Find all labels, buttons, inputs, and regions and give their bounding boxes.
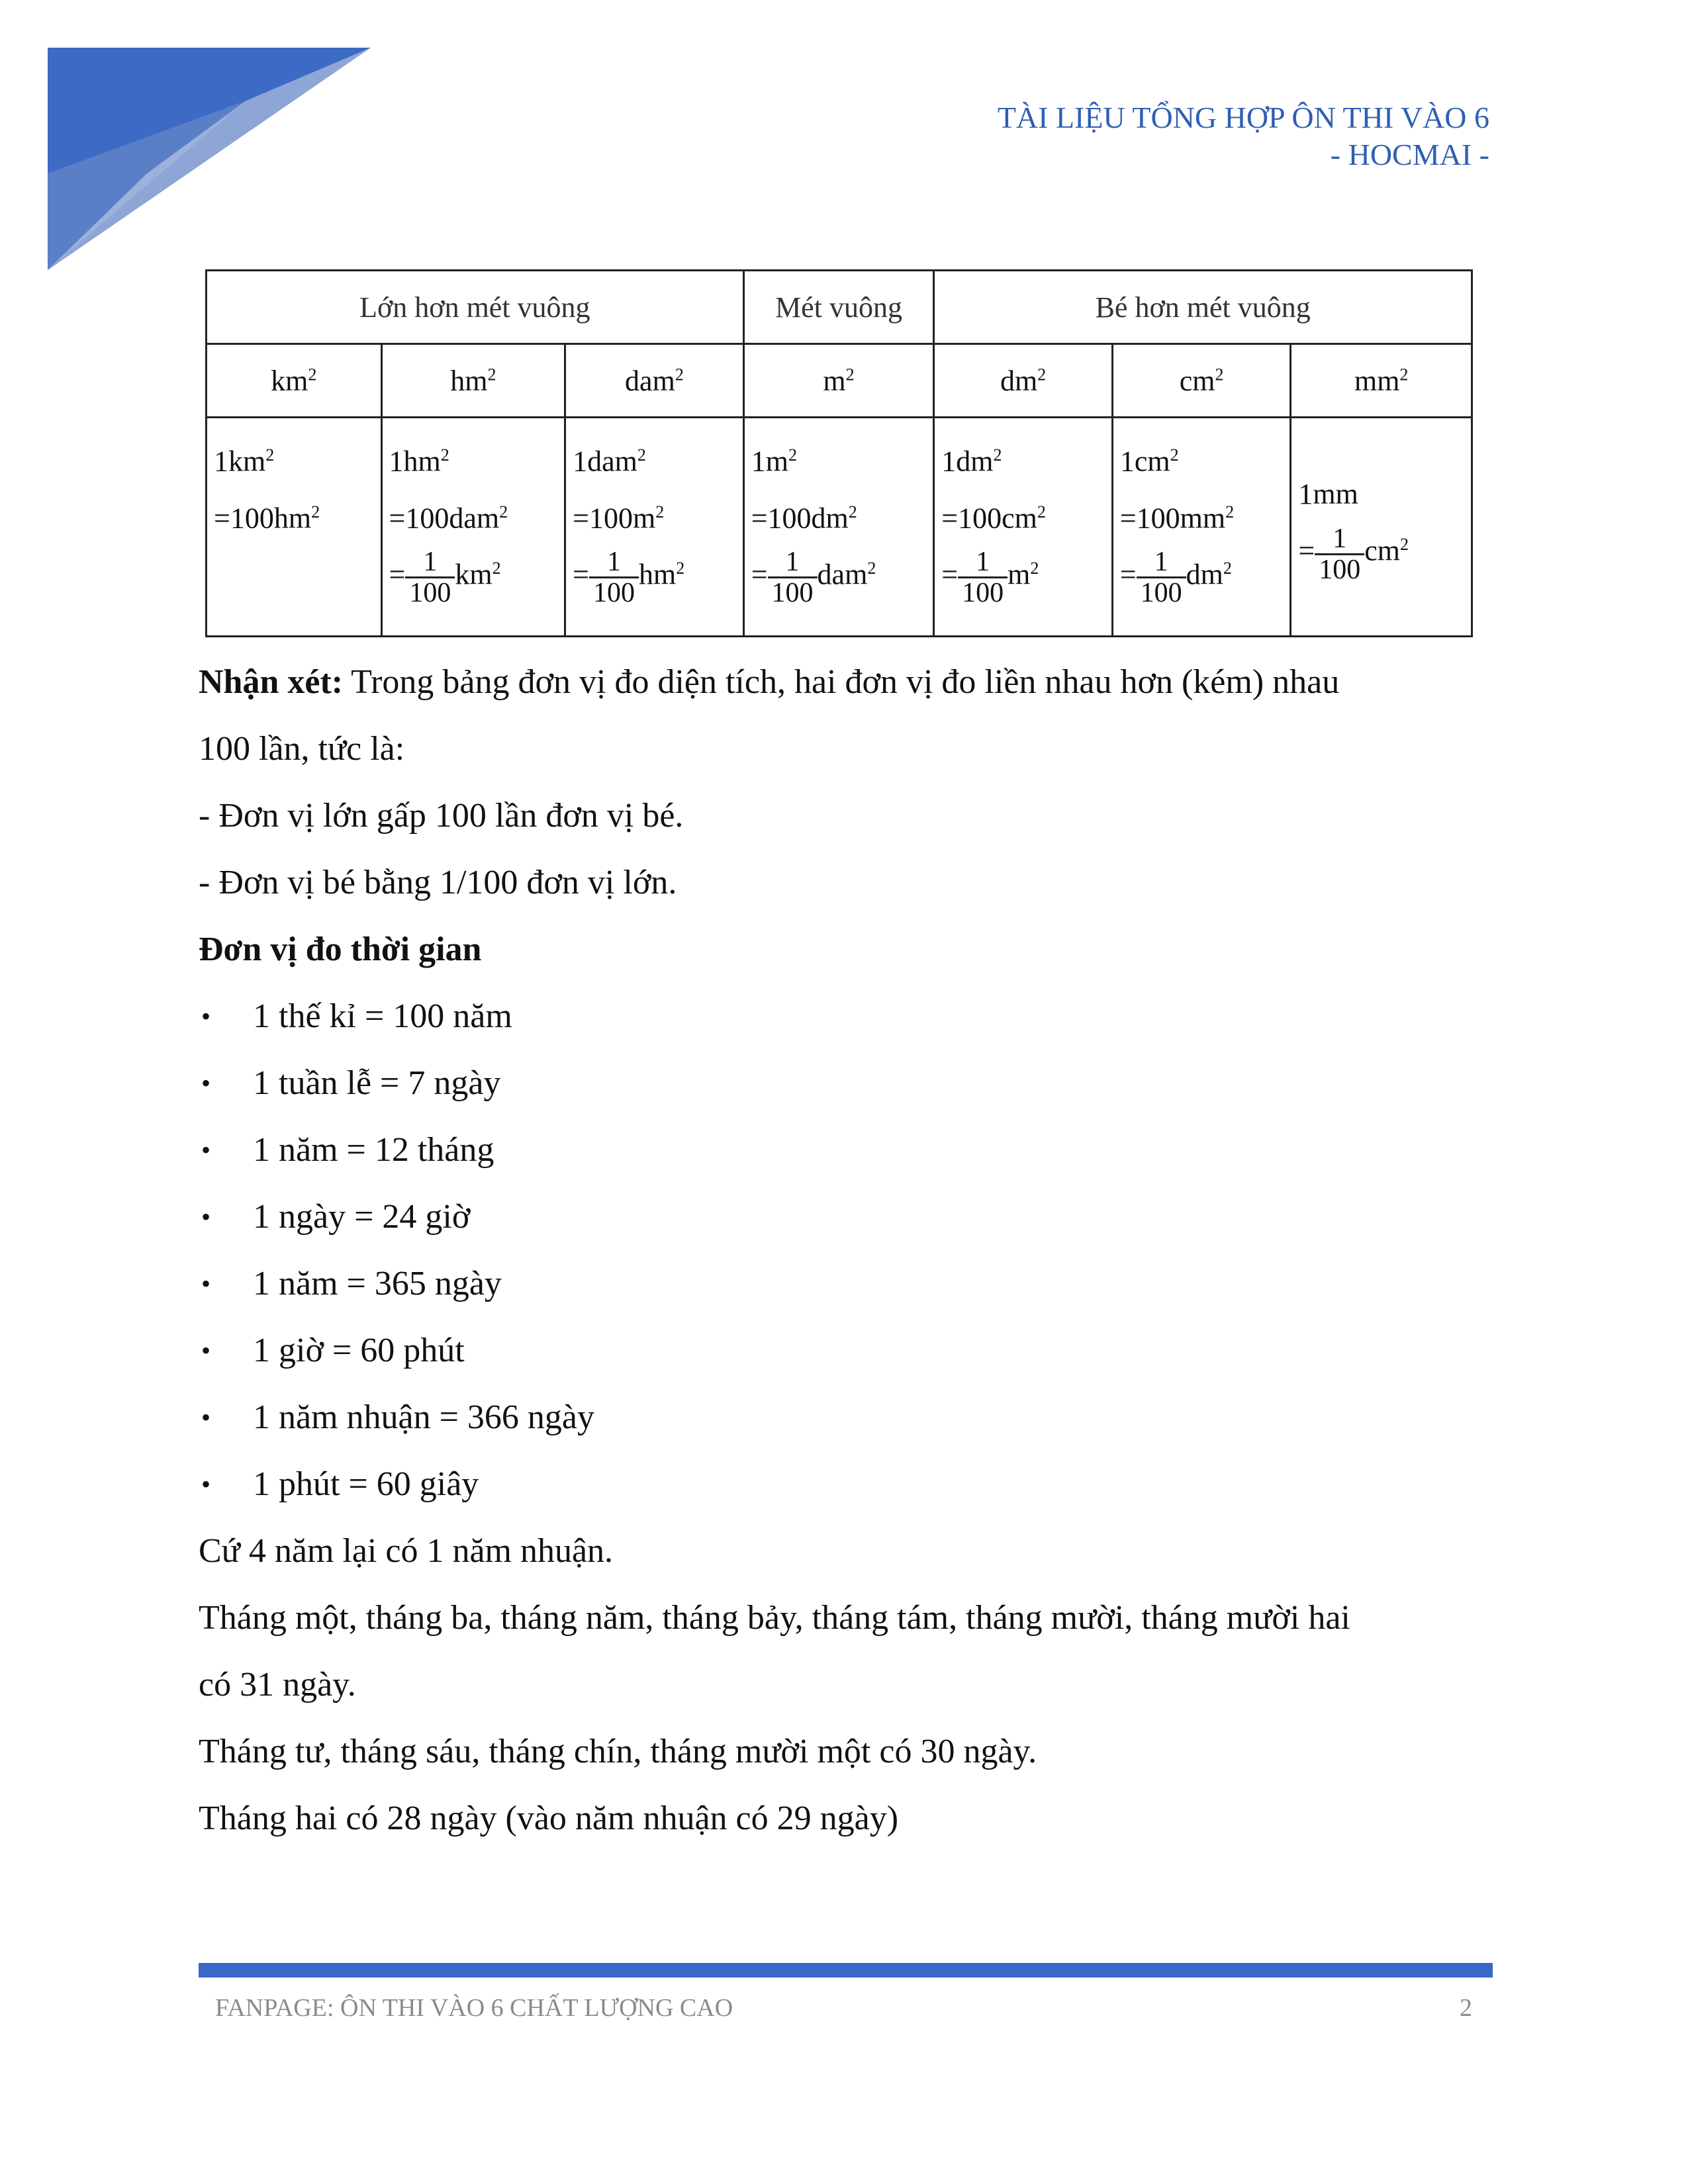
- list-item: • 1 tuần lễ = 7 ngày: [199, 1050, 1496, 1116]
- list-item: • 1 phút = 60 giây: [199, 1451, 1496, 1518]
- list-item: • 1 thế kỉ = 100 năm: [199, 983, 1496, 1050]
- conversion-cell: $1km^2$ $=100hm^2$: [207, 418, 382, 637]
- header-subtitle: - HOCMAI -: [1330, 138, 1489, 171]
- document-header: [998, 99, 1489, 173]
- unit-header: $dm^2$: [934, 344, 1113, 418]
- list-item: • 1 giờ = 60 phút: [199, 1317, 1496, 1384]
- conversion-cell: 1mm = $\frac{1}{100}$ $cm^2$: [1291, 418, 1472, 637]
- unit-header: $mm^2$: [1291, 344, 1472, 418]
- months-30-note: Tháng tư, tháng sáu, tháng chín, tháng mười một có 30 ngày.: [199, 1733, 1037, 1770]
- fraction: $\frac{1}{100}$: [589, 547, 639, 608]
- corner-decoration: [48, 48, 371, 270]
- bullet-icon: •: [201, 1068, 211, 1098]
- fraction: $\frac{1}{100}$: [768, 547, 818, 608]
- area-units-table: [205, 269, 1473, 637]
- list-item: • 1 ngày = 24 giờ: [199, 1183, 1496, 1250]
- february-note: Tháng hai có 28 ngày (vào năm nhuận có 29 ngày): [199, 1799, 899, 1837]
- unit-header: $hm^2$: [381, 344, 565, 418]
- footer-fanpage: FANPAGE: ÔN THI VÀO 6 CHẤT LƯỢNG CAO: [215, 1994, 733, 2022]
- fraction: $\frac{1}{100}$: [405, 547, 455, 608]
- remark-continued: 100 lần, tức là:: [199, 730, 405, 768]
- conversion-cell: $1cm^2$ $=100mm^2$ = $\frac{1}{100}$ $dm^2$: [1112, 418, 1291, 637]
- months-31-note-cont: có 31 ngày.: [199, 1666, 356, 1704]
- unit-header: $m^2$: [743, 344, 934, 418]
- conversion-cell: 1dam$^2$ $=100m^2$ = $\frac{1}{100}$ $hm^2$: [565, 418, 744, 637]
- bullet-icon: •: [201, 1001, 211, 1031]
- remark-paragraph: Nhận xét: Trong bảng đơn vị đo diện tích, hai đơn vị đo liền nhau hơn (kém) nhau: [199, 663, 1340, 701]
- header-title: TÀI LIỆU TỔNG HỢP ÔN THI VÀO 6: [997, 101, 1489, 134]
- remark-point: - Đơn vị bé bằng 1/100 đơn vị lớn.: [199, 864, 677, 901]
- fraction: $\frac{1}{100}$: [1137, 547, 1186, 608]
- list-item: • 1 năm = 365 ngày: [199, 1250, 1496, 1317]
- fraction: $\frac{1}{100}$: [958, 547, 1008, 608]
- bullet-icon: •: [201, 1402, 211, 1432]
- time-heading: Đơn vị đo thời gian: [199, 931, 482, 968]
- bullet-icon: •: [201, 1269, 211, 1298]
- conversion-cell: $1m^2$ $=100dm^2$ = $\frac{1}{100}$ dam$^2$: [743, 418, 934, 637]
- unit-header: $km^2$: [207, 344, 382, 418]
- group-larger: Lớn hơn mét vuông: [207, 271, 744, 344]
- document-body: [199, 649, 1496, 1852]
- conversion-cell: $1hm^2$ =100dam$^2$ = $\frac{1}{100}$ $km^2$: [381, 418, 565, 637]
- unit-header: dam$^2$: [565, 344, 744, 418]
- list-item: • 1 năm = 12 tháng: [199, 1116, 1496, 1183]
- bullet-icon: •: [201, 1202, 211, 1232]
- group-square-meter: Mét vuông: [743, 271, 934, 344]
- remark-label: Nhận xét:: [199, 663, 344, 701]
- remark-point: - Đơn vị lớn gấp 100 lần đơn vị bé.: [199, 797, 684, 835]
- list-item: • 1 năm nhuận = 366 ngày: [199, 1384, 1496, 1451]
- footer-divider: [199, 1963, 1493, 1978]
- page-number: 2: [1460, 1994, 1472, 2022]
- conversion-cell: $1dm^2$ $=100cm^2$ = $\frac{1}{100}$ $m^2$: [934, 418, 1113, 637]
- bullet-icon: •: [201, 1135, 211, 1165]
- fraction: $\frac{1}{100}$: [1315, 524, 1364, 584]
- leap-year-note: Cứ 4 năm lại có 1 năm nhuận.: [199, 1532, 614, 1570]
- group-smaller: Bé hơn mét vuông: [934, 271, 1472, 344]
- months-31-note: Tháng một, tháng ba, tháng năm, tháng bảy, tháng tám, tháng mười, tháng mười hai: [199, 1599, 1350, 1637]
- time-units-list: [199, 983, 1496, 1518]
- unit-header: $cm^2$: [1112, 344, 1291, 418]
- bullet-icon: •: [201, 1469, 211, 1499]
- bullet-icon: •: [201, 1336, 211, 1365]
